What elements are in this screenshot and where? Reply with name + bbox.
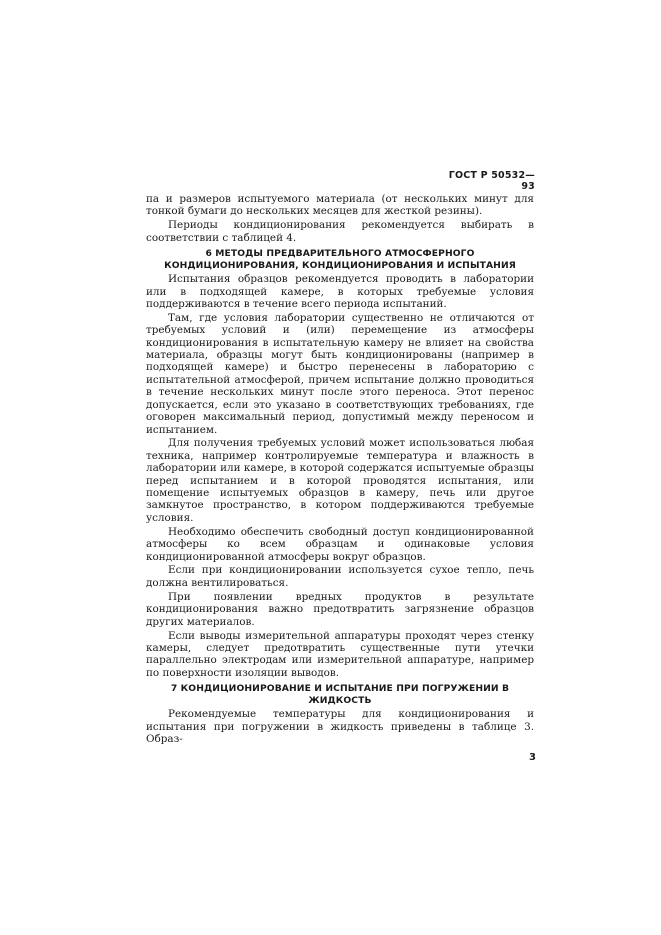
section-heading-6: 6 МЕТОДЫ ПРЕДВАРИТЕЛЬНОГО АТМОСФЕРНОГО КОНДИЦИОНИРОВАНИЯ, КОНДИЦИОНИРОВАНИЯ И ИСПЫТАНИЯ — [164, 248, 516, 271]
page-number: 3 — [529, 752, 536, 763]
paragraph-continuation: па и размеров испытуемого материала (от нескольких минут для тонкой бумаги до нескольких месяцев для жесткой резины). — [146, 193, 534, 218]
section-heading-7: 7 КОНДИЦИОНИРОВАНИЕ И ИСПЫТАНИЕ ПРИ ПОГРУЖЕНИИ В ЖИДКОСТЬ — [170, 683, 510, 706]
paragraph-access: Необходимо обеспечить свободный доступ кондиционированной атмосферы ко всем образцам и одинаковые условия кондиционированной атмосферы вокруг образцов. — [146, 525, 534, 563]
paragraph-dry-heat: Если при кондиционировании используется сухое тепло, печь должна вентилироваться. — [146, 564, 534, 589]
paragraph-immersion: Рекомендуемые температуры для кондиционирования и испытания при погружении в жидкость приведены в таблице 3. Образ- — [146, 708, 534, 745]
paragraph-periods: Периоды кондиционирования рекомендуется выбирать в соответствии с таблицей 4. — [146, 219, 534, 244]
document-code: ГОСТ Р 50532—93 — [448, 170, 535, 192]
paragraph-transfer: Там, где условия лаборатории существенно не отличаются от требуемых условий и (или) перемещение из атмосферы кондиционирования в испытательную камеру не влияет на свойства материала, образцы могут быть кондиционированы (например в подходящей камере) и быстро перенесены в лабораторию с испытательной атмосферой, причем испытание должно проводиться в течение нескольких минут после этого переноса. Этот перенос допускается, если это указано в соответствующих требованиях, где оговорен максимальный период, допустимый между переносом и испытанием. — [146, 311, 534, 436]
paragraph-leads: Если выводы измерительной аппаратуры проходят через стенку камеры, следует предотвратить существенные пути утечки параллельно электродам или измерительной аппаратуре, например по поверхности изоляции выводов. — [146, 629, 534, 679]
paragraph-harmful-products: При появлении вредных продуктов в результате кондиционирования важно предотвратить загрязнение образцов других материалов. — [146, 590, 534, 628]
paragraph-techniques: Для получения требуемых условий может использоваться любая техника, например контролируемые температура и влажность в лаборатории или камере, в которой содержатся испытуемые образцы перед испытанием и в которой проводятся испытания, или помещение испытуемых образцов в камеру, печь или другое замкнутое пространство, в котором поддерживаются требуемые условия. — [146, 437, 534, 524]
document-body — [146, 193, 534, 745]
paragraph-testing-location: Испытания образцов рекомендуется проводить в лаборатории или в подходящей камере, в которых требуемые условия поддерживаются в течение всего периода испытаний. — [146, 273, 534, 310]
